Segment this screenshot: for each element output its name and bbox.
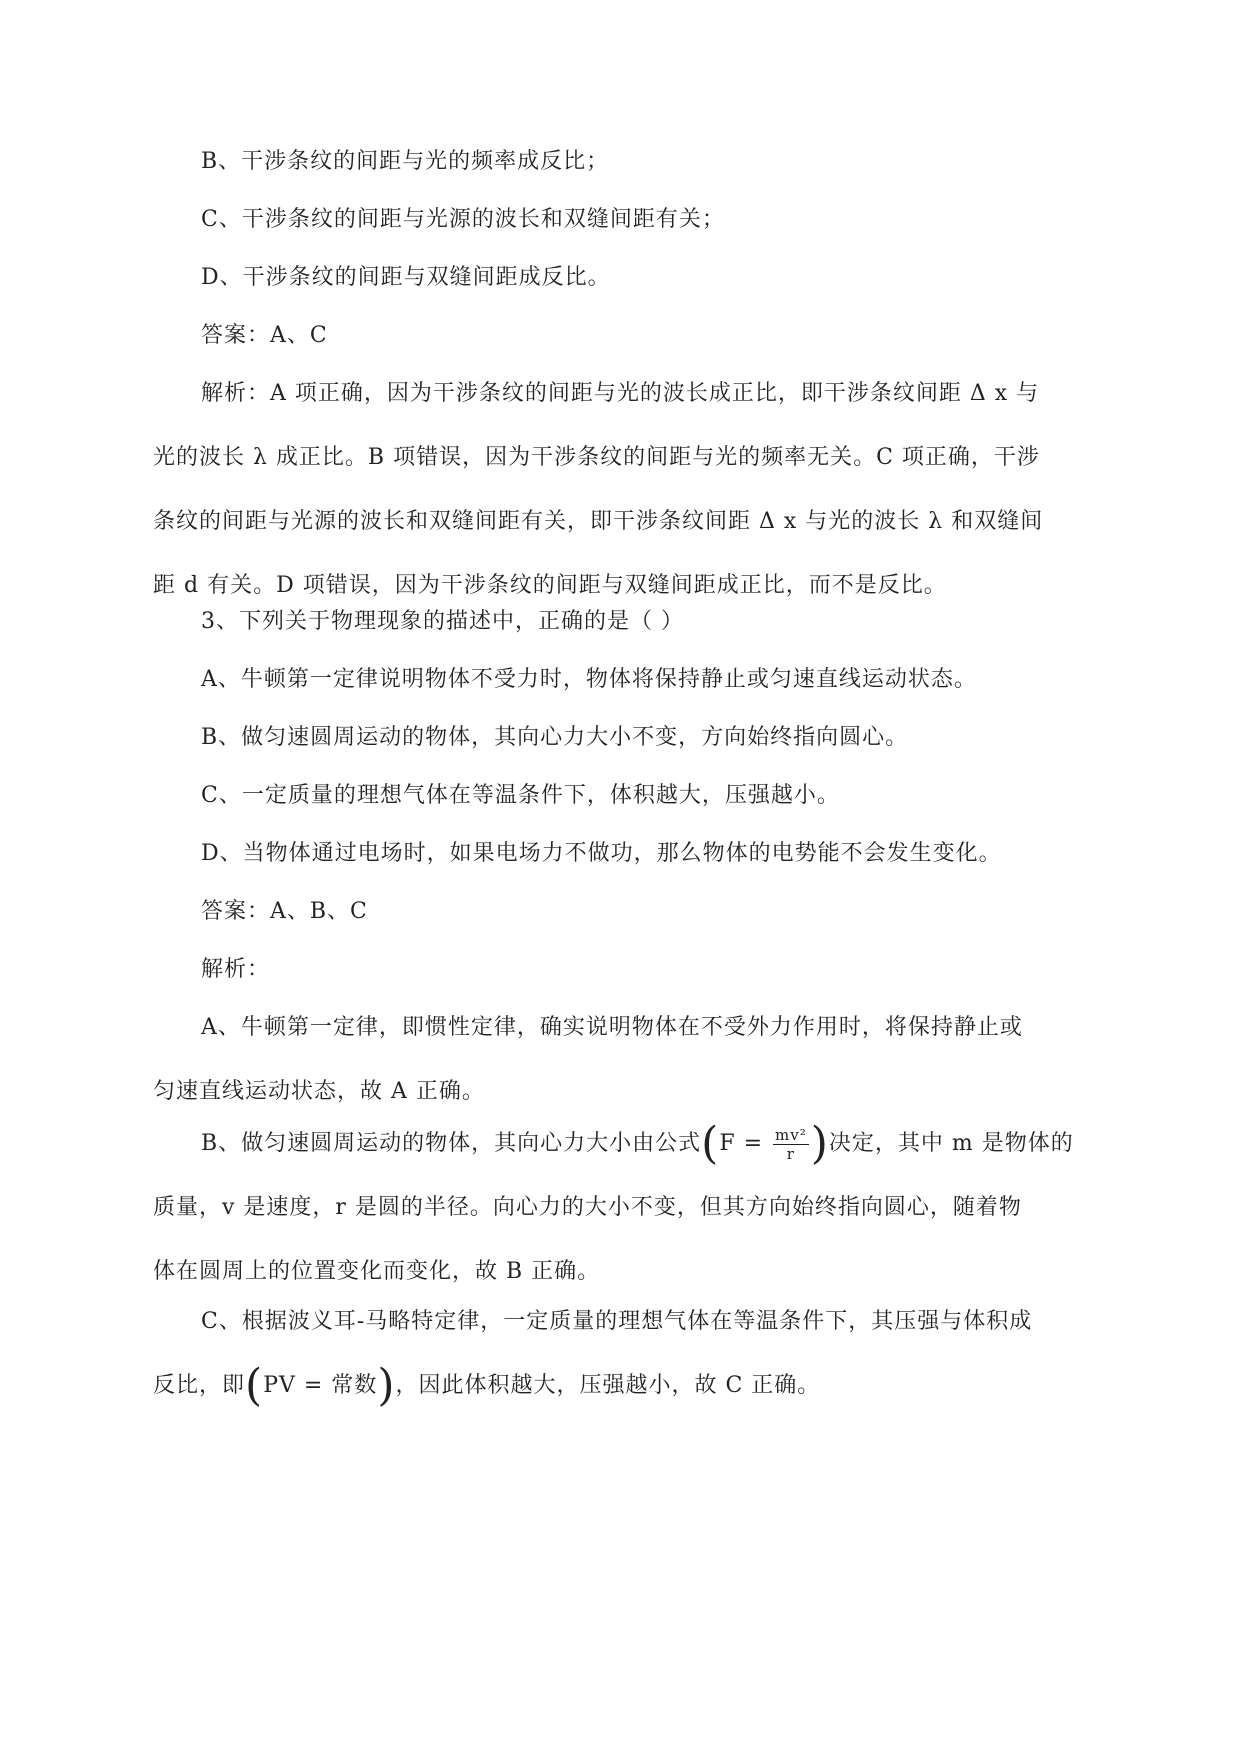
text-line: 解析：A 项正确，因为干涉条纹的间距与光的波长成正比，即干涉条纹间距 Δ x 与 [201,381,1040,406]
answer-q2 [153,304,1088,368]
text-line: 光的波长 λ 成正比。B 项错误，因为干涉条纹的间距与光的频率无关。C 项正确，干涉 [153,445,1040,470]
text-line: 条纹的间距与光源的波长和双缝间距有关，即干涉条纹间距 Δ x 与光的波长 λ 和双缝间 [153,509,1044,534]
text-line: 质量，v 是速度，r 是圆的半径。向心力的大小不变，但其方向始终指向圆心，随着物 [153,1195,1022,1220]
text-line: A、牛顿第一定律，即惯性定律，确实说明物体在不受外力作用时，将保持静止或 [201,1015,1023,1040]
explanation-q2 [153,362,1088,618]
text-segment: 反比，即 [153,1373,246,1398]
option-b-q2 [153,130,1088,194]
text-line: 答案：A、B、C [201,899,368,924]
text-line: 体在圆周上的位置变化而变化，故 B 正确。 [153,1259,601,1284]
option-c-q2 [153,188,1088,252]
text-line: 匀速直线运动状态，故 A 正确。 [153,1079,485,1104]
centripetal-force-formula: (F = $\frac{\text{mv²}}{r}$ ) [701,1118,829,1169]
text-line [153,1112,1088,1176]
text-segment: B、做匀速圆周运动的物体，其向心力大小由公式 [201,1131,702,1156]
option-b-q3 [153,706,1088,770]
fraction-denominator: r [786,1144,795,1163]
question-3 [153,590,1088,654]
text-line: C、根据波义耳-马略特定律，一定质量的理想气体在等温条件下，其压强与体积成 [201,1309,1033,1334]
boyle-law-formula: (PV = 常数) [245,1360,396,1411]
text-line: 3、下列关于物理现象的描述中，正确的是（ ） [201,609,684,634]
text-line: C、一定质量的理想气体在等温条件下，体积越大，压强越小。 [201,783,840,808]
text-line: 距 d 有关。D 项错误，因为干涉条纹的间距与双缝间距成正比，而不是反比。 [153,573,947,598]
text-line: B、做匀速圆周运动的物体，其向心力大小不变，方向始终指向圆心。 [201,725,909,750]
explanation-q3-heading [153,938,1088,1002]
answer-q3 [153,880,1088,944]
explanation-q3-a [153,996,1088,1124]
option-d-q3 [153,822,1088,886]
fraction-numerator: mv² [775,1125,807,1144]
text-line: A、牛顿第一定律说明物体不受力时，物体将保持静止或匀速直线运动状态。 [201,667,977,692]
text-line: D、当物体通过电场时，如果电场力不做功，那么物体的电势能不会发生变化。 [201,841,1002,866]
text-segment: 决定，其中 m 是物体的 [828,1131,1074,1156]
text-line: D、干涉条纹的间距与双缝间距成反比。 [201,265,611,290]
text-line: B、干涉条纹的间距与光的频率成反比； [201,149,610,174]
option-d-q2 [153,246,1088,310]
text-line: 解析： [201,957,271,982]
option-c-q3 [153,764,1088,828]
explanation-q3-c [153,1290,1088,1418]
option-a-q3 [153,648,1088,712]
text-line: C、干涉条纹的间距与光源的波长和双缝间距有关； [201,207,725,232]
text-segment: ，因此体积越大，压强越小，故 C 正确。 [395,1373,821,1398]
formula-lhs: F = [719,1131,772,1156]
text-line [153,1354,1088,1418]
formula-text: PV = 常数 [263,1373,378,1398]
text-line: 答案：A、C [201,323,328,348]
formula-fraction [773,1126,809,1163]
explanation-q3-b [153,1112,1088,1304]
